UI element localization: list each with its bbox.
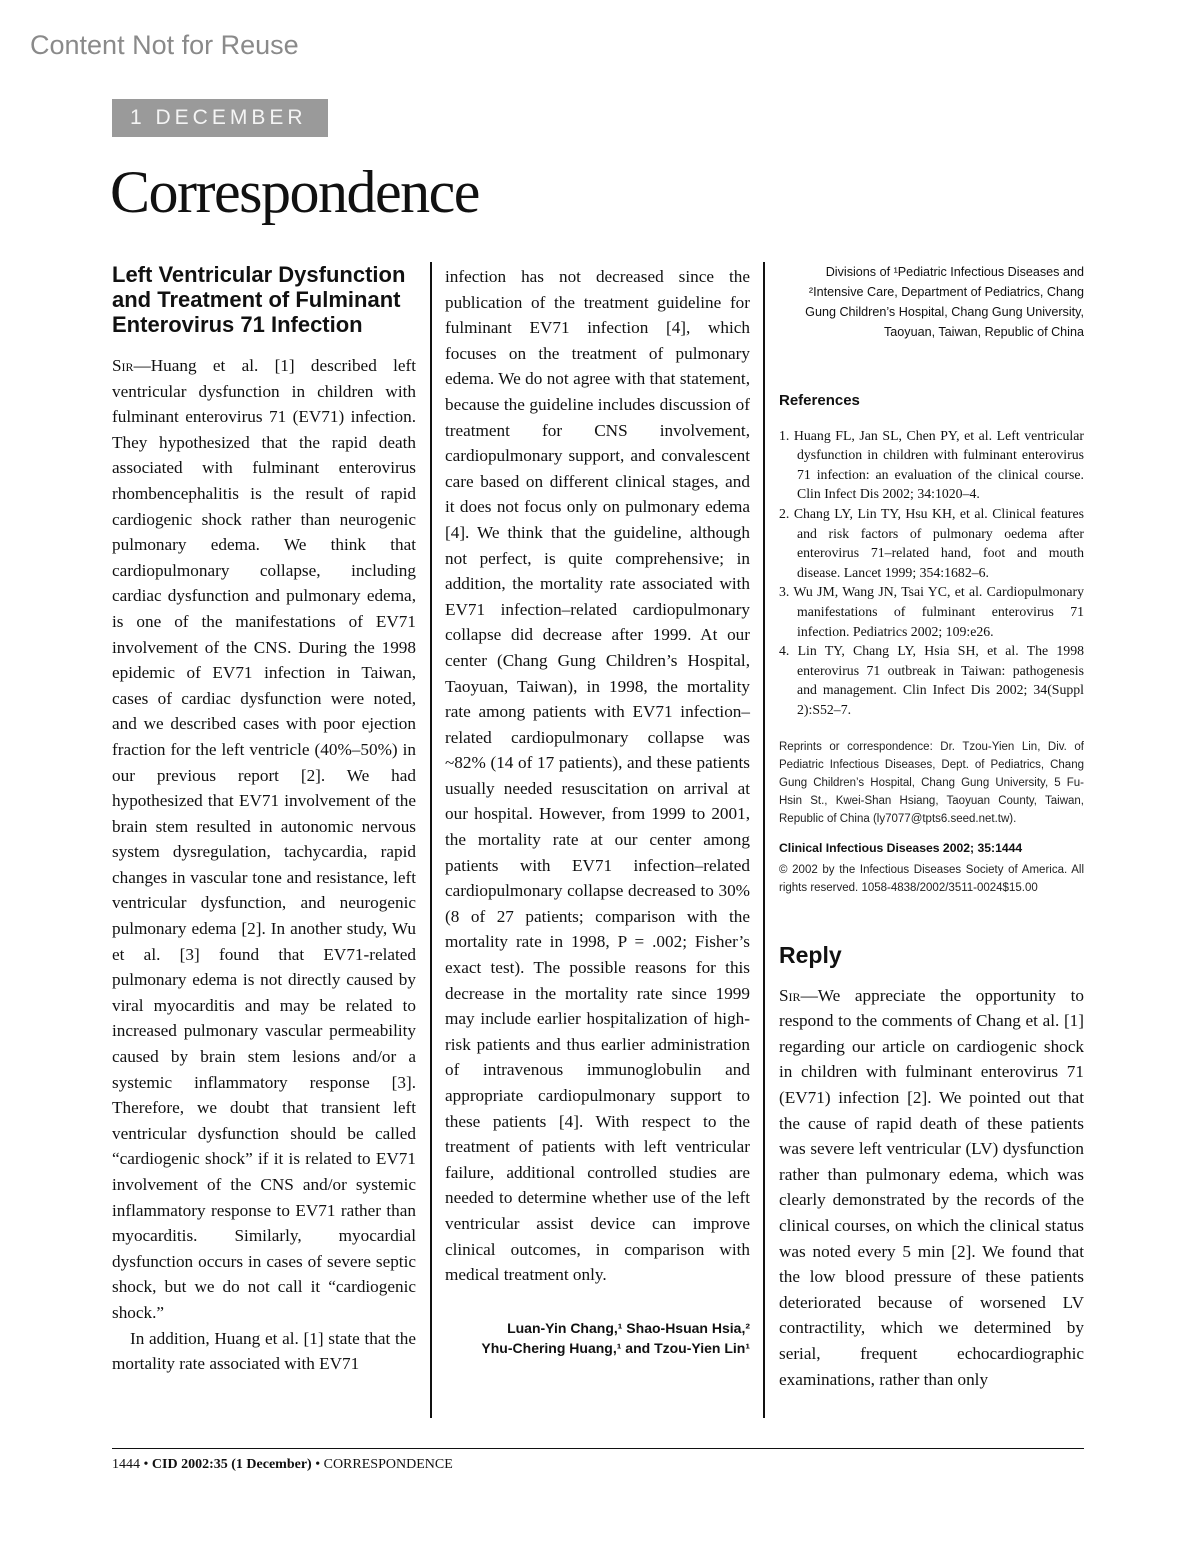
- footer-section: CORRESPONDENCE: [323, 1457, 453, 1472]
- affiliation: Divisions of ¹Pediatric Infectious Diseases and ²Intensive Care, Department of Pediatrics, Chang Gung Children’s Hospital, Chang Gung University, Taoyuan, Taiwan, Republic of China: [805, 265, 1084, 339]
- reply-salutation: Sir: [779, 985, 801, 1005]
- author-list: [445, 1318, 750, 1358]
- reference-item: 4. Lin TY, Chang LY, Hsia SH, et al. The 1998 enterovirus 71 outbreak in Taiwan: pathogenesis and management. Clin Infect Dis 2002; 34(Suppl 2):S52–7.: [779, 643, 1084, 717]
- date-banner: 1 DECEMBER: [112, 99, 328, 137]
- references-heading: References: [779, 392, 860, 409]
- section-title: Correspondence: [110, 159, 479, 225]
- column-3: [779, 262, 1084, 1392]
- reference-item: 1. Huang FL, Jan SL, Chen PY, et al. Left ventricular dysfunction in children with fulminant enterovirus 71 infection: an evaluation of the clinical course. Clin Infect Dis 2002; 34:1020–4.: [779, 427, 1084, 502]
- salutation: Sir: [112, 356, 134, 375]
- journal-citation: Clinical Infectious Diseases 2002; 35:1444: [779, 840, 1023, 855]
- letter-paragraph-1-text: —Huang et al. [1] described left ventricular dysfunction in children with fulminant enterovirus 71 (EV71) infection. They hypothesized that the rapid death associated with fulminant enterovirus rhombencephalitis is the result of rapid cardiogenic shock rather than neurogenic pulmonary edema. We think that cardiopulmonary collapse, including cardiac dysfunction and pulmonary edema, is one of the manifestations of EV71 involvement of the CNS. During the 1998 epidemic of EV71 infection in Taiwan, cases of cardiac dysfunction were noted, and we described cases with poor ejection fraction for the left ventricle (40%–50%) in our previous report [2]. We had hypothesized that EV71 involvement of the brain stem resulted in autonomic nervous system dysregulation, tachycardia, rapid changes in vascular tone and resistance, left ventricular dysfunction, and neurogenic pulmonary edema [2]. In another study, Wu et al. [3] found that EV71-related pulmonary edema is not directly caused by viral myocarditis and may be related to increased pulmonary vascular permeability caused by brain stem lesions and/or a systemic inflammatory response [3]. Therefore, we doubt that transient left ventricular dysfunction should be called “cardiogenic shock” if it is related to EV71 involvement of the CNS and/or systemic inflammatory response to EV71 rather than myocarditis. Similarly, myocardial dysfunction occurs in cases of severe septic shock, but we do not call it “cardiogenic shock.”: [112, 356, 416, 1322]
- reference-item: 3. Wu JM, Wang JN, Tsai YC, et al. Cardiopulmonary manifestations of fulminant enterovirus 71 infection. Pediatrics 2002; 109:e26.: [779, 584, 1084, 639]
- author-line-2: Yhu-Chering Huang,¹ and Tzou-Yien Lin¹: [481, 1339, 750, 1356]
- column-divider-1: [430, 262, 432, 1418]
- article-title: Left Ventricular Dysfunction and Treatment of Fulminant Enterovirus 71 Infection: [112, 262, 406, 337]
- reference-list: [779, 426, 1084, 720]
- page-footer: 1444 • CID 2002:35 (1 December) • CORRESPONDENCE: [112, 1457, 453, 1472]
- reference-item: 2. Chang LY, Lin TY, Hsu KH, et al. Clinical features and risk factors of pulmonary oedema after enterovirus 71–related hand, foot and mouth disease. Lancet 1999; 354:1682–6.: [779, 505, 1084, 580]
- author-line-1: Luan-Yin Chang,¹ Shao-Hsuan Hsia,²: [507, 1319, 750, 1336]
- footer-rule: [112, 1448, 1084, 1449]
- footer-journal: CID 2002:35 (1 December): [151, 1457, 312, 1472]
- reply-paragraph: [779, 983, 1084, 1393]
- letter-paragraph-2-start: In addition, Huang et al. [1] state that the mortality rate associated with EV71: [112, 1328, 416, 1374]
- watermark: Content Not for Reuse: [30, 30, 299, 60]
- column-2: [445, 264, 750, 1358]
- reprint-note: Reprints or correspondence: Dr. Tzou-Yien Lin, Div. of Pediatric Infectious Diseases, Dept. of Pediatrics, Chang Gung Children’s Hospital, Chang Gung University, 5 Fu-Hsin St., Kwei-Shan Hsiang, Taoyuan County, Taiwan, Republic of China (ly7077@tpts6.seed.net.tw).: [779, 740, 1084, 825]
- reply-heading: Reply: [779, 942, 842, 969]
- column-1: [112, 262, 416, 1377]
- letter-paragraph-1: [112, 353, 416, 1326]
- page-number: 1444: [112, 1457, 140, 1472]
- copyright-notice: © 2002 by the Infectious Diseases Society of America. All rights reserved. 1058-4838/2002/3511-0024$15.00: [779, 864, 1084, 895]
- letter-paragraph-2-continued: infection has not decreased since the publication of the treatment guideline for fulminant EV71 infection [4], which focuses on the treatment of pulmonary edema. We do not agree with that statement, because the guideline includes discussion of treatment for CNS involvement, cardiopulmonary support, and convalescent care based on different clinical stages, and it does not focus only on pulmonary edema [4]. We think that the guideline, although not perfect, is quite comprehensive; in addition, the mortality rate associated with EV71 infection–related cardiopulmonary collapse did decrease after 1999. At our center (Chang Gung Children’s Hospital, Taoyuan, Taiwan), in 1998, the mortality rate among patients with EV71 infection–related cardiopulmonary collapse was ~82% (14 of 17 patients), and these patients usually needed resuscitation on arrival at our hospital. However, from 1999 to 2001, the mortality rate at our center among patients with EV71 infection–related cardiopulmonary collapse decreased to 30% (8 of 27 patients; comparison with the mortality rate in 1998, P = .002; Fisher’s exact test). The possible reasons for this decrease in the mortality rate since 1999 may include earlier hospitalization of high-risk patients and thus earlier administration of intravenous immunoglobulin and appropriate cardiopulmonary support to these patients [4]. With respect to the treatment of patients with left ventricular failure, additional controlled studies are needed to determine whether use of the left ventricular assist device can improve clinical outcomes, in comparison with medical treatment only.: [445, 267, 750, 1285]
- column-divider-2: [763, 262, 765, 1418]
- reply-text: —We appreciate the opportunity to respond to the comments of Chang et al. [1] regarding our article on cardiogenic shock in children with fulminant enterovirus 71 (EV71) infection [2]. We pointed out that the cause of rapid death of these patients was severe left ventricular (LV) dysfunction rather than pulmonary edema, which was clearly demonstrated by the records of the clinical courses, on which the clinical status was noted every 5 min [2]. We found that the low blood pressure of these patients deteriorated because of worsened LV contractility, which we determined by serial, frequent echocardiographic examinations, rather than only: [779, 985, 1084, 1389]
